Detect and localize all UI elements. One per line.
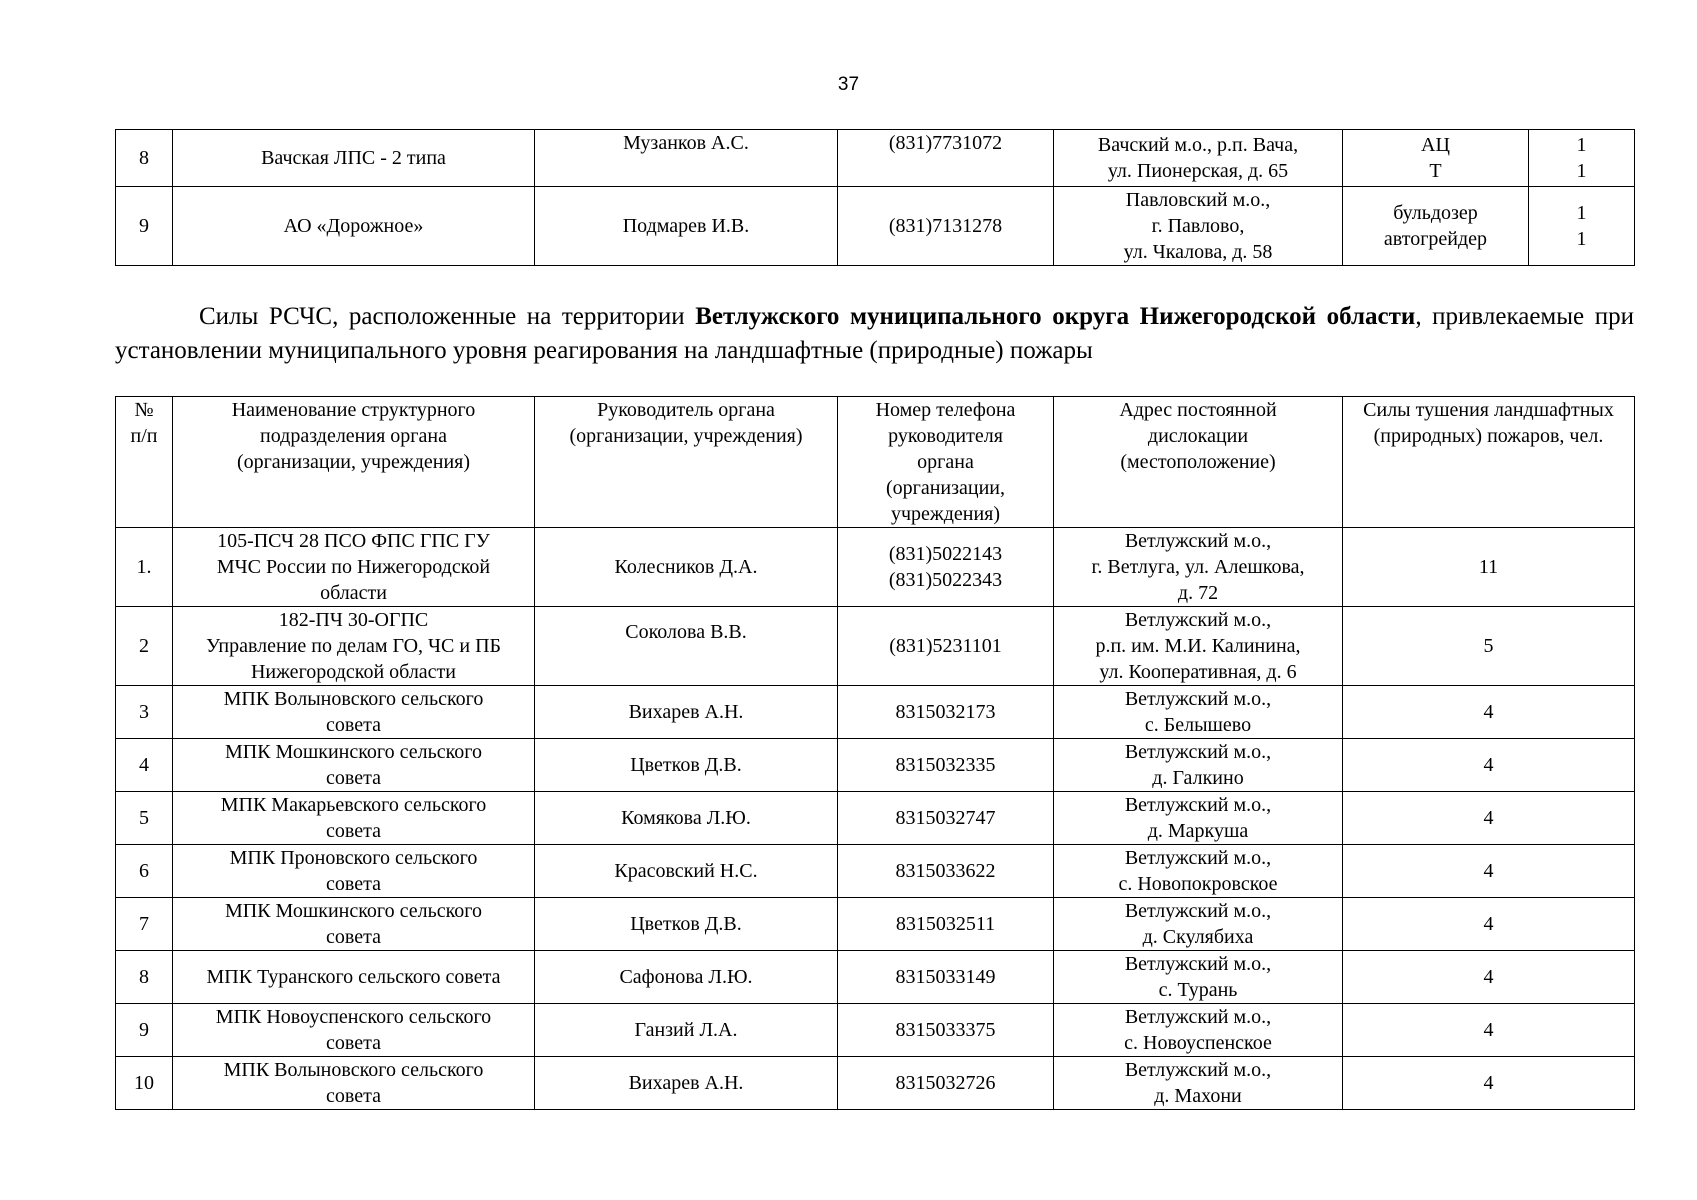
row-number: 4 xyxy=(116,739,173,792)
section-heading xyxy=(115,300,1634,368)
table-row xyxy=(116,607,1635,686)
heading-text: Силы РСЧС, расположенные на территории xyxy=(199,303,696,330)
unit-address: Ветлужский м.о., д. Галкино xyxy=(1054,739,1343,792)
unit-head: Сафонова Л.Ю. xyxy=(535,951,838,1004)
rschs-forces-table xyxy=(115,396,1635,1110)
unit-phone: 8315033149 xyxy=(838,951,1054,1004)
unit-forces: 4 xyxy=(1343,845,1635,898)
heading-text-continued: , привлекаемые при установлении муниципального уровня реагирования на ландшафтные (природные) пожары xyxy=(115,303,1634,364)
header-phone: Номер телефона руководителя органа (организации, учреждения) xyxy=(838,397,1054,528)
row-number: 3 xyxy=(116,686,173,739)
unit-name: МПК Проновского сельского совета xyxy=(173,845,535,898)
heading-bold-district: Ветлужского муниципального округа Нижегородской области xyxy=(695,303,1416,330)
fire-station-table-continued xyxy=(115,129,1635,266)
unit-head: Вихарев А.Н. xyxy=(535,686,838,739)
unit-count: 1 1 xyxy=(1529,130,1635,187)
table-header-row xyxy=(116,397,1635,528)
row-number: 8 xyxy=(116,951,173,1004)
unit-head: Цветков Д.В. xyxy=(535,739,838,792)
header-head: Руководитель органа (организации, учреждения) xyxy=(535,397,838,528)
unit-name: МПК Мошкинского сельского совета xyxy=(173,739,535,792)
row-number: 1. xyxy=(116,528,173,607)
unit-address: Ветлужский м.о., с. Новопокровское xyxy=(1054,845,1343,898)
unit-phone: 8315032335 xyxy=(838,739,1054,792)
unit-phone: 8315032173 xyxy=(838,686,1054,739)
unit-name: МПК Новоуспенского сельского совета xyxy=(173,1004,535,1057)
unit-forces: 4 xyxy=(1343,1057,1635,1110)
table-row xyxy=(116,686,1635,739)
row-number: 8 xyxy=(116,130,173,187)
unit-phone: (831)5022143 (831)5022343 xyxy=(838,528,1054,607)
unit-name: 182-ПЧ 30-ОГПС Управление по делам ГО, ЧС и ПБ Нижегородской области xyxy=(173,607,535,686)
unit-phone: 8315032511 xyxy=(838,898,1054,951)
unit-forces: 4 xyxy=(1343,686,1635,739)
unit-forces: 11 xyxy=(1343,528,1635,607)
unit-phone: (831)7731072 xyxy=(838,130,1054,187)
unit-head: Колесников Д.А. xyxy=(535,528,838,607)
unit-head: Вихарев А.Н. xyxy=(535,1057,838,1110)
row-number: 9 xyxy=(116,187,173,266)
table-row xyxy=(116,187,1635,266)
table-row xyxy=(116,1004,1635,1057)
row-number: 7 xyxy=(116,898,173,951)
unit-address: Ветлужский м.о., г. Ветлуга, ул. Алешкова, д. 72 xyxy=(1054,528,1343,607)
table-row xyxy=(116,1057,1635,1110)
unit-phone: (831)5231101 xyxy=(838,607,1054,686)
unit-address: Вачский м.о., р.п. Вача, ул. Пионерская, д. 65 xyxy=(1054,130,1343,187)
unit-name: МПК Волыновского сельского совета xyxy=(173,686,535,739)
unit-head: Цветков Д.В. xyxy=(535,898,838,951)
page-number: 37 xyxy=(837,74,860,95)
unit-forces: 4 xyxy=(1343,951,1635,1004)
table-row xyxy=(116,898,1635,951)
unit-forces: 4 xyxy=(1343,1004,1635,1057)
table-row xyxy=(116,845,1635,898)
unit-phone: 8315032747 xyxy=(838,792,1054,845)
row-number: 2 xyxy=(116,607,173,686)
unit-name: МПК Макарьевского сельского совета xyxy=(173,792,535,845)
unit-forces: 4 xyxy=(1343,739,1635,792)
unit-forces: 4 xyxy=(1343,792,1635,845)
unit-phone: 8315033622 xyxy=(838,845,1054,898)
unit-forces: 4 xyxy=(1343,898,1635,951)
unit-head: Подмарев И.В. xyxy=(535,187,838,266)
unit-address: Павловский м.о., г. Павлово, ул. Чкалова, д. 58 xyxy=(1054,187,1343,266)
row-number: 9 xyxy=(116,1004,173,1057)
table-row xyxy=(116,792,1635,845)
table-row xyxy=(116,951,1635,1004)
unit-name: Вачская ЛПС - 2 типа xyxy=(173,130,535,187)
table-row xyxy=(116,739,1635,792)
unit-head: Комякова Л.Ю. xyxy=(535,792,838,845)
unit-head: Ганзий Л.А. xyxy=(535,1004,838,1057)
unit-address: Ветлужский м.о., с. Белышево xyxy=(1054,686,1343,739)
unit-equipment: бульдозер автогрейдер xyxy=(1343,187,1529,266)
unit-phone: 8315033375 xyxy=(838,1004,1054,1057)
table-row xyxy=(116,528,1635,607)
unit-name: МПК Волыновского сельского совета xyxy=(173,1057,535,1110)
unit-head: Соколова В.В. xyxy=(535,607,838,686)
unit-forces: 5 xyxy=(1343,607,1635,686)
row-number: 10 xyxy=(116,1057,173,1110)
unit-address: Ветлужский м.о., д. Скулябиха xyxy=(1054,898,1343,951)
unit-address: Ветлужский м.о., д. Махони xyxy=(1054,1057,1343,1110)
header-num: № п/п xyxy=(116,397,173,528)
unit-equipment: АЦ Т xyxy=(1343,130,1529,187)
unit-phone: (831)7131278 xyxy=(838,187,1054,266)
header-address: Адрес постоянной дислокации (местоположение) xyxy=(1054,397,1343,528)
unit-name: МПК Мошкинского сельского совета xyxy=(173,898,535,951)
unit-address: Ветлужский м.о., с. Новоуспенское xyxy=(1054,1004,1343,1057)
header-name: Наименование структурного подразделения органа (организации, учреждения) xyxy=(173,397,535,528)
unit-name: 105-ПСЧ 28 ПСО ФПС ГПС ГУ МЧС России по Нижегородской области xyxy=(173,528,535,607)
row-number: 5 xyxy=(116,792,173,845)
unit-count: 1 1 xyxy=(1529,187,1635,266)
row-number: 6 xyxy=(116,845,173,898)
unit-address: Ветлужский м.о., д. Маркуша xyxy=(1054,792,1343,845)
unit-head: Музанков А.С. xyxy=(535,130,838,187)
unit-address: Ветлужский м.о., р.п. им. М.И. Калинина, ул. Кооперативная, д. 6 xyxy=(1054,607,1343,686)
unit-name: МПК Туранского сельского совета xyxy=(173,951,535,1004)
unit-name: АО «Дорожное» xyxy=(173,187,535,266)
unit-address: Ветлужский м.о., с. Турань xyxy=(1054,951,1343,1004)
header-forces: Силы тушения ландшафтных (природных) пожаров, чел. xyxy=(1343,397,1635,528)
unit-phone: 8315032726 xyxy=(838,1057,1054,1110)
table-row xyxy=(116,130,1635,187)
unit-head: Красовский Н.С. xyxy=(535,845,838,898)
